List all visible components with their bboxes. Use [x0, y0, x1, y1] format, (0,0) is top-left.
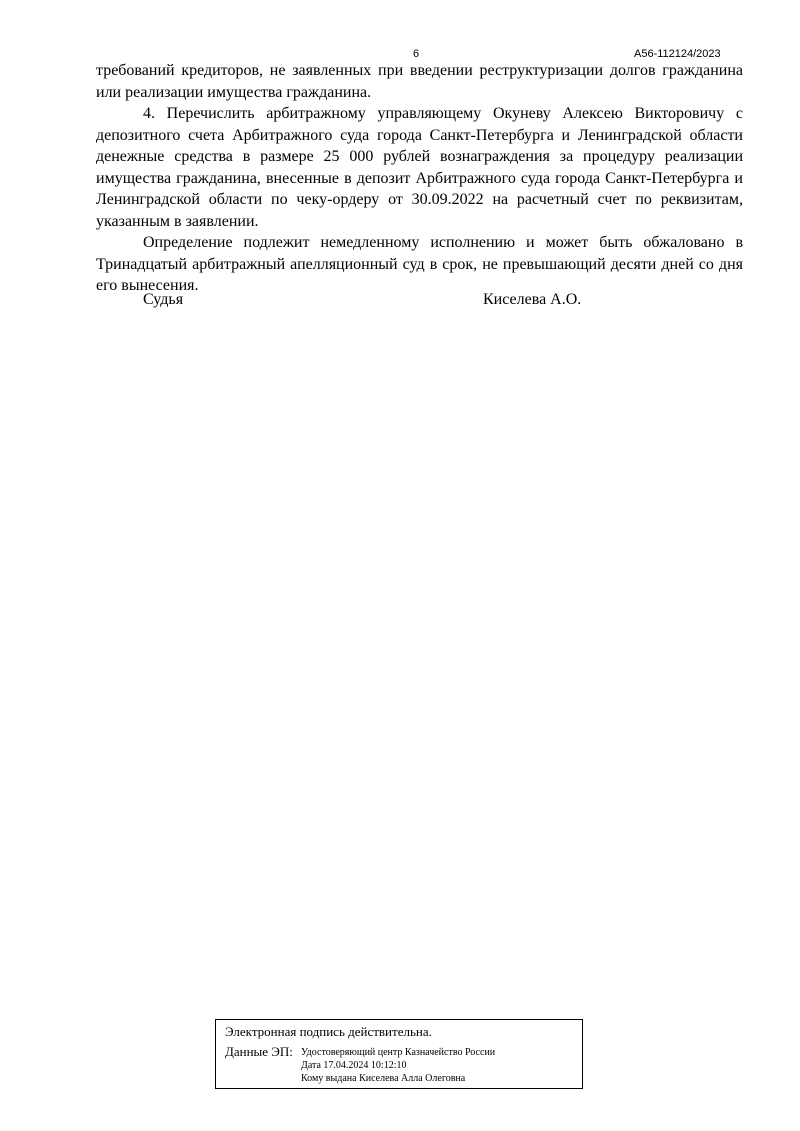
- paragraph-continuation: требований кредиторов, не заявленных при введении реструктуризации долгов гражданина или реализации имущества гражданина.: [96, 62, 743, 101]
- signature-date: Дата 17.04.2024 10:12:10: [301, 1060, 407, 1071]
- signature-data-label: Данные ЭП:: [225, 1044, 293, 1059]
- paragraph-item-4: 4. Перечислить арбитражному управляющему Окуневу Алексею Викторовичу с депозитного счета Арбитражного суда города Санкт-Петербурга и Ленинградской области денежные средства в размере 25 000 рублей вознаграждения за процедуру реализации имущества гражданина, внесенные в депозит Арбитражного суда города Санкт-Петербурга и Ленинградской области по чеку-ордеру от 30.09.2022 на расчетный счет по реквизитам, указанным в заявлении.: [96, 105, 743, 230]
- signature-issuer: Удостоверяющий центр Казначейство России: [301, 1047, 496, 1058]
- paragraph-appeal-notice: Определение подлежит немедленному исполнению и может быть обжаловано в Тринадцатый арбитражный апелляционный суд в срок, не превышающий десяти дней со дня его вынесения.: [96, 234, 743, 294]
- signature-details: [301, 1046, 495, 1085]
- signature-issued-to: Кому выдана Киселева Алла Олеговна: [301, 1073, 466, 1084]
- electronic-signature-stamp: [215, 1019, 583, 1089]
- judge-name: Киселева А.О.: [483, 291, 582, 308]
- case-number: А56-112124/2023: [634, 48, 721, 60]
- judge-title: Судья: [143, 291, 184, 308]
- signature-status: Электронная подпись действительна.: [225, 1024, 432, 1039]
- page-number: 6: [413, 48, 420, 60]
- document-body: [96, 60, 743, 297]
